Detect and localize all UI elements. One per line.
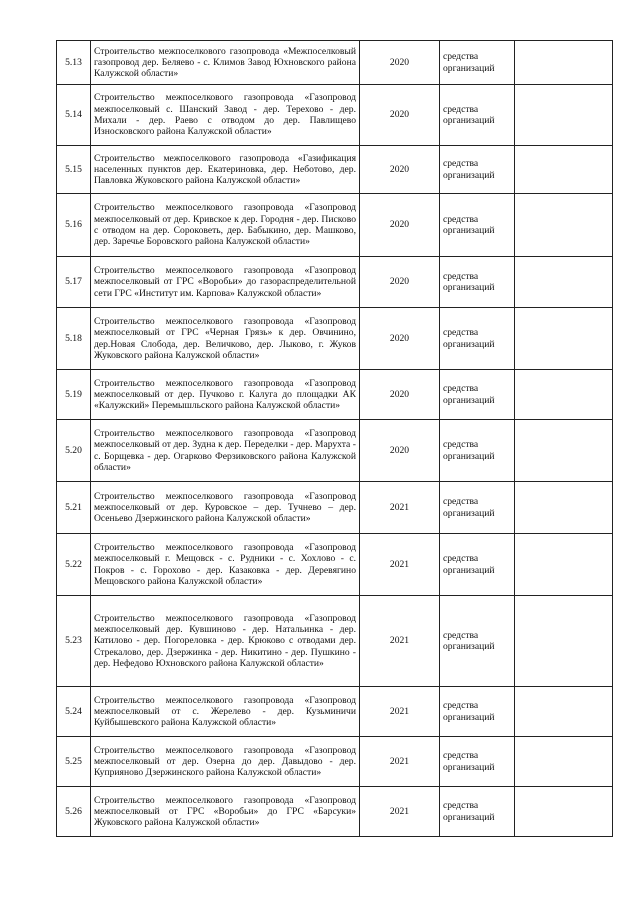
row-funding: средства организаций	[440, 596, 515, 687]
row-description: Строительство межпоселкового газопровода «Газопровод межпоселковый от дер. Зудна к дер. Переделки - дер. Марухта - с. Борщевка - дер. Огарково Ферзиковского района Калужской области»	[91, 420, 360, 482]
table-row	[57, 787, 613, 837]
row-description: Строительство межпоселкового газопровода «Газопровод межпоселковый с. Шанский Завод - дер. Терехово - дер. Михали - дер. Раево с отводом до дер. Павлищево Износковского района Калужской области»	[91, 85, 360, 146]
row-empty-cell	[515, 687, 613, 737]
row-year: 2021	[360, 534, 440, 596]
row-description: Строительство межпоселкового газопровода «Газификация населенных пунктов дер. Екатериновка, дер. Неботово, дер. Павловка Жуковского района Калужской области»	[91, 146, 360, 194]
row-description: Строительство межпоселкового газопровода «Газопровод межпоселковый от ГРС «Воробьи» до ГРС «Барсуки» Жуковского района Калужской области»	[91, 787, 360, 837]
row-funding: средства организаций	[440, 370, 515, 420]
row-description: Строительство межпоселкового газопровода «Газопровод межпоселковый от ГРС «Воробьи» до газораспределительной сети ГРС «Институт им. Карпова» Калужской области»	[91, 257, 360, 308]
row-year: 2020	[360, 194, 440, 257]
row-funding: средства организаций	[440, 534, 515, 596]
row-funding: средства организаций	[440, 41, 515, 85]
row-funding: средства организаций	[440, 737, 515, 787]
table-row	[57, 85, 613, 146]
row-number: 5.18	[57, 308, 91, 370]
row-year: 2020	[360, 146, 440, 194]
row-empty-cell	[515, 308, 613, 370]
row-empty-cell	[515, 420, 613, 482]
row-empty-cell	[515, 194, 613, 257]
row-number: 5.17	[57, 257, 91, 308]
row-empty-cell	[515, 85, 613, 146]
row-year: 2021	[360, 687, 440, 737]
row-empty-cell	[515, 737, 613, 787]
row-year: 2020	[360, 370, 440, 420]
row-description: Строительство межпоселкового газопровода «Газопровод межпоселковый от с. Жерелево - дер. Кузьминичи Куйбышевского района Калужской области»	[91, 687, 360, 737]
row-funding: средства организаций	[440, 482, 515, 534]
row-year: 2021	[360, 596, 440, 687]
row-number: 5.24	[57, 687, 91, 737]
table-row	[57, 257, 613, 308]
row-number: 5.14	[57, 85, 91, 146]
row-empty-cell	[515, 596, 613, 687]
row-description: Строительство межпоселкового газопровода «Газопровод межпоселковый от дер. Куровское – дер. Тучнево – дер. Осеньево Дзержинского района Калужской области»	[91, 482, 360, 534]
row-number: 5.26	[57, 787, 91, 837]
row-funding: средства организаций	[440, 85, 515, 146]
row-description: Строительство межпоселкового газопровода «Газопровод межпоселковый дер. Кувшиново - дер. Натальинка - дер. Катилово - дер. Погореловка - дер. Крюково с отводами дер. Стрекалово, дер. Дзержинка - дер. Никитино - дер. Пушкино - дер. Нефедово Юхновского района Калужской области»	[91, 596, 360, 687]
row-number: 5.16	[57, 194, 91, 257]
row-funding: средства организаций	[440, 787, 515, 837]
table-row	[57, 308, 613, 370]
row-description: Строительство межпоселкового газопровода «Газопровод межпоселковый г. Мещовск - с. Рудники - с. Хохлово - с. Покров - с. Горохово - дер. Казаковка - дер. Деревягино Мещовского района Калужской области»	[91, 534, 360, 596]
row-description: Строительство межпоселкового газопровода «Межпоселковый газопровод дер. Беляево - с. Климов Завод Юхновского района Калужской области»	[91, 41, 360, 85]
row-year: 2021	[360, 737, 440, 787]
row-description: Строительство межпоселкового газопровода «Газопровод межпоселковый от дер. Кривское к дер. Городня - дер. Писково с отводом на дер. Сороковеть, дер. Бабыкино, дер. Машково, дер. Заречье Боровского района Калужской области»	[91, 194, 360, 257]
row-description: Строительство межпоселкового газопровода «Газопровод межпоселковый от дер. Пучково г. Калуга до площадки АК «Калужский» Перемышльского района Калужской области»	[91, 370, 360, 420]
row-empty-cell	[515, 482, 613, 534]
row-empty-cell	[515, 534, 613, 596]
row-number: 5.13	[57, 41, 91, 85]
row-funding: средства организаций	[440, 146, 515, 194]
row-number: 5.25	[57, 737, 91, 787]
row-number: 5.15	[57, 146, 91, 194]
row-funding: средства организаций	[440, 257, 515, 308]
table-row	[57, 146, 613, 194]
row-description: Строительство межпоселкового газопровода «Газопровод межпоселковый от ГРС «Черная Грязь» к дер. Овчинино, дер.Новая Слобода, дер. Величково, дер. Лыково, г. Жуков Жуковского района Калужской области»	[91, 308, 360, 370]
row-number: 5.21	[57, 482, 91, 534]
table-row	[57, 687, 613, 737]
program-table	[56, 40, 613, 837]
table-row	[57, 420, 613, 482]
row-number: 5.23	[57, 596, 91, 687]
row-year: 2020	[360, 257, 440, 308]
row-funding: средства организаций	[440, 420, 515, 482]
table-row	[57, 194, 613, 257]
row-year: 2020	[360, 420, 440, 482]
row-year: 2020	[360, 41, 440, 85]
row-year: 2021	[360, 787, 440, 837]
row-funding: средства организаций	[440, 194, 515, 257]
row-empty-cell	[515, 257, 613, 308]
table-row	[57, 534, 613, 596]
table-row	[57, 41, 613, 85]
row-funding: средства организаций	[440, 687, 515, 737]
row-year: 2020	[360, 308, 440, 370]
row-number: 5.19	[57, 370, 91, 420]
row-empty-cell	[515, 146, 613, 194]
row-funding: средства организаций	[440, 308, 515, 370]
row-number: 5.22	[57, 534, 91, 596]
row-description: Строительство межпоселкового газопровода «Газопровод межпоселковый от дер. Озерна до дер. Давыдово - дер. Куприяново Дзержинского района Калужской области»	[91, 737, 360, 787]
table-row	[57, 370, 613, 420]
table-row	[57, 737, 613, 787]
row-year: 2020	[360, 85, 440, 146]
row-number: 5.20	[57, 420, 91, 482]
row-empty-cell	[515, 41, 613, 85]
row-empty-cell	[515, 370, 613, 420]
row-empty-cell	[515, 787, 613, 837]
table-row	[57, 596, 613, 687]
table-row	[57, 482, 613, 534]
row-year: 2021	[360, 482, 440, 534]
